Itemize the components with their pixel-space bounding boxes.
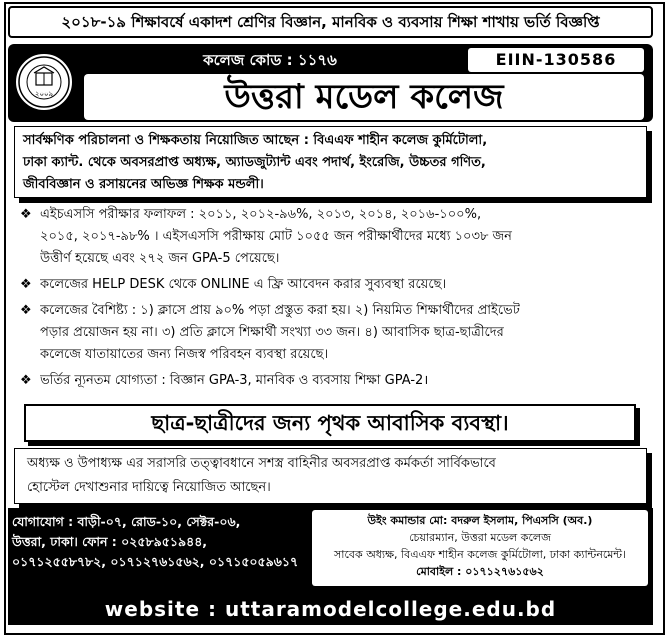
diamond-bullet-icon: ❖ <box>20 303 32 318</box>
feature-line: ২০১৫, ২০১৭-৯৮% । এইসএসসি পরীক্ষায় মোট ১০৫৫ জন পরীক্ষার্থীদের মধ্যে ১০৩৮ জন <box>40 229 512 244</box>
hostel-info-box <box>14 448 647 504</box>
diamond-bullet-icon: ❖ <box>20 277 32 292</box>
hostel-line: অধ্যক্ষ ও উপাধ্যক্ষ এর সরাসরি তত্ত্বাবধানে সশস্ত্র বাহিনীর অবসরপ্রাপ্ত কর্মকর্তা সার্বিকভাবে <box>27 456 496 471</box>
feature-results <box>18 204 648 270</box>
contact-line: ০১৭১২৫৫৮৭৮২, ০১৭১২৭৬১৫৬২, ০১৭১৫০৫৯৬১৭ <box>12 554 299 569</box>
principal-line: ঢাকা ক্যান্ট. থেকে অবসরপ্রাপ্ত অধ্যক্ষ, অ্যাডজুট্যান্ট এবং পদার্থ, ইংরেজি, উচ্চতর গণিত, <box>23 155 486 170</box>
logo-year: ২০০৯ <box>34 90 54 98</box>
signature-block <box>312 510 648 586</box>
college-name: উত্তরা মডেল কলেজ <box>84 74 644 120</box>
contact-line: উত্তরা, ঢাকা। ফোন : ০২৫৮৯৫১৯৪৪, <box>12 534 208 549</box>
contact-line: যোগাযোগ : বাড়ী-০৭, রোড-১০, সেক্টর-০৬, <box>12 514 241 529</box>
website-link[interactable]: website : uttaramodelcollege.edu.bd <box>104 597 557 621</box>
hostel-line: হোস্টেল দেখাশুনার দায়িত্বে নিয়োজিত আছেন। <box>27 480 271 495</box>
feature-list <box>18 204 648 396</box>
feature-line: কলেজের বৈশিষ্ট্য : ১) ক্লাসে প্রায় ৯০% পড়া প্রস্তুত করা হয়। ২) নিয়মিত শিক্ষার্থীদের প্রাইভেট <box>40 303 520 318</box>
principal-info-box <box>14 126 647 198</box>
feature-line: কলেজে যাতায়াতের জন্য নিজস্ব পরিবহন ব্যবস্থা রয়েছে। <box>40 347 329 362</box>
feature-line: পড়ার প্রয়োজন হয় না। ৩) প্রতি ক্লাসে শিক্ষার্থী সংখ্যা ৩৩ জন। ৪) আবাসিক ছাত্র-ছাত্রীদের <box>40 325 504 340</box>
feature-line: কলেজের HELP DESK থেকে ONLINE এ ফ্রি আবেদন করার সুব্যবস্থা রয়েছে। <box>40 277 447 292</box>
feature-line: এইচএসসি পরীক্ষার ফলাফল : ২০১১, ২০১২-৯৬%, ২০১৩, ২০১৪, ২০১৬-১০০%, <box>40 207 482 222</box>
signatory-mobile: মোবাইল : ০১৭১২৭৬১৫৬২ <box>416 565 544 578</box>
signatory-name: উইং কমান্ডার মো: বদরুল ইসলাম, পিএসসি (অব.) <box>367 514 593 527</box>
contact-info <box>12 512 308 572</box>
signatory-former-role: সাবেক অধ্যক্ষ, বিএএফ শাহীন কলেজ কুর্মিটোলা, ঢাকা ক্যান্টনমেন্ট। <box>334 548 626 561</box>
hostel-banner: ছাত্র-ছাত্রীদের জন্য পৃথক আবাসিক ব্যবস্থা। <box>24 404 636 442</box>
feature-characteristics <box>18 300 648 366</box>
feature-line: উত্তীর্ণ হয়েছে এবং ২৭২ জন GPA-5 পেয়েছে। <box>40 251 280 266</box>
signatory-role: চেয়ারম্যান, উত্তরা মডেল কলেজ <box>409 531 551 544</box>
diamond-bullet-icon: ❖ <box>20 207 32 222</box>
feature-help-desk <box>18 274 648 296</box>
diamond-bullet-icon: ❖ <box>20 373 32 388</box>
principal-line: সার্বক্ষণিক পরিচালনা ও শিক্ষকতায় নিয়োজিত আছেন : বিএএফ শাহীন কলেজ কুর্মিটোলা, <box>23 133 488 148</box>
college-code: কলেজ কোড : ১১৭৬ <box>203 51 337 69</box>
feature-min-requirement <box>18 370 648 392</box>
eiin-number: EIIN-130586 <box>468 48 644 72</box>
feature-line: ভর্তির ন্যূনতম যোগ্যতা : বিজ্ঞান GPA-3, মানবিক ও ব্যবসায় শিক্ষা GPA-2। <box>40 373 429 388</box>
notice-title: ২০১৮-১৯ শিক্ষাবর্ষে একাদশ শ্রেণির বিজ্ঞান, মানবিক ও ব্যবসায় শিক্ষা শাখায় ভর্তি বিজ্ঞপ্তি <box>8 6 653 38</box>
college-emblem-icon <box>14 52 74 112</box>
principal-line: জীববিজ্ঞান ও রসায়নের অভিজ্ঞ শিক্ষক মন্ডলী। <box>23 177 264 192</box>
